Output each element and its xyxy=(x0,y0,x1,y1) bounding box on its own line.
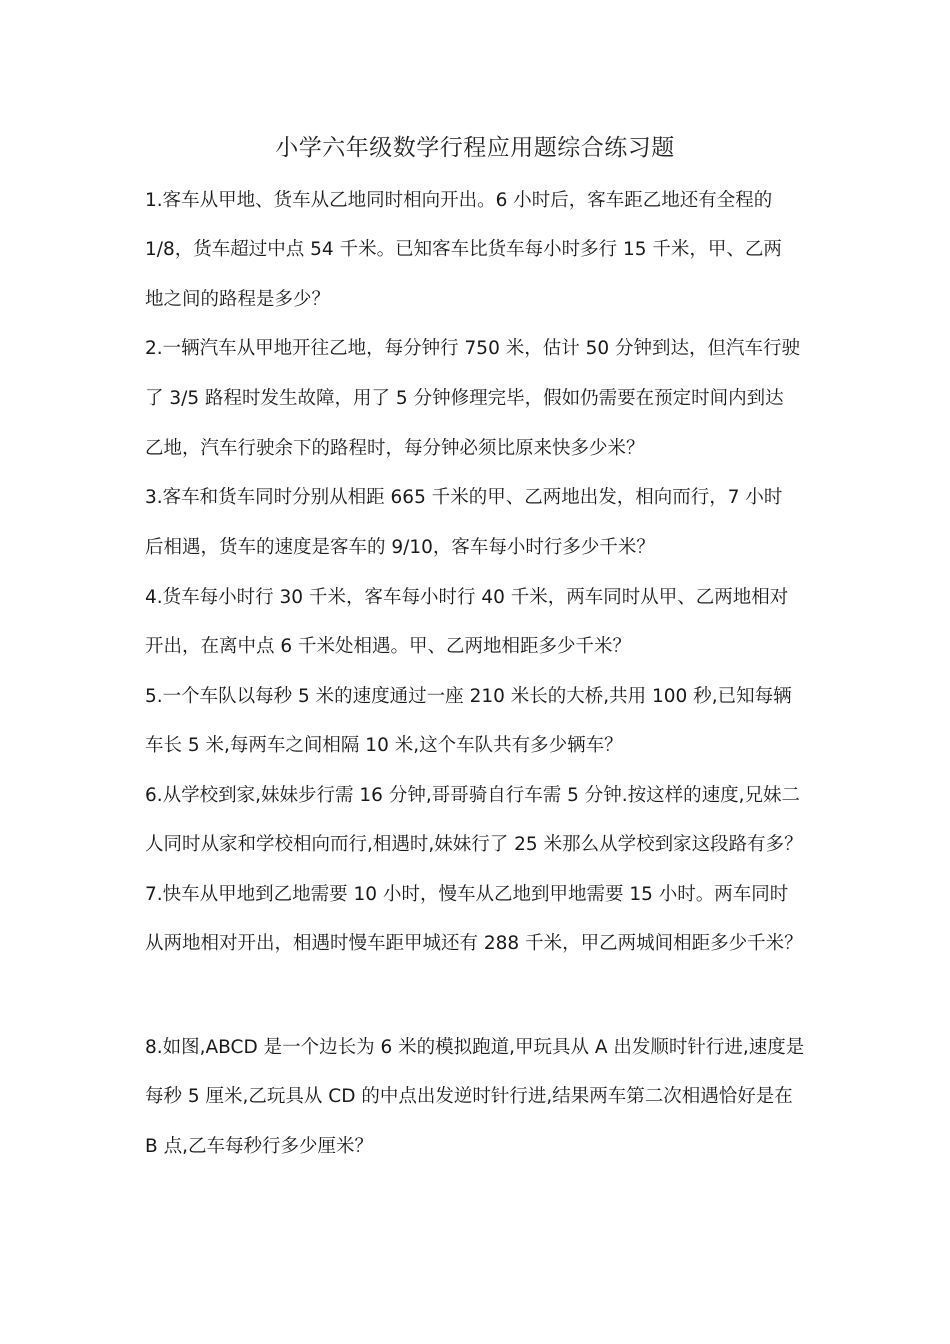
problem-5-line-2: 车长 5 米,每两车之间相隔 10 米,这个车队共有多少辆车？ xyxy=(145,735,623,756)
problem-6-line-2: 人同时从家和学校相向而行,相遇时,妹妹行了 25 米那么从学校到家这段路有多？ xyxy=(145,834,803,855)
problem-2-line-3: 乙地，汽车行驶余下的路程时，每分钟必须比原来快多少米？ xyxy=(145,438,645,459)
problem-3-line-1: 3.客车和货车同时分别从相距 665 千米的甲、乙两地出发，相向而行，7 小时 xyxy=(145,487,783,508)
problem-1-line-1: 1.客车从甲地、货车从乙地同时相向开出。6 小时后，客车距乙地还有全程的 xyxy=(145,190,773,211)
problem-2-line-1: 2.一辆汽车从甲地开往乙地，每分钟行 750 米，估计 50 分钟到达，但汽车行驶 xyxy=(145,338,801,359)
problem-5-line-1: 5.一个车队以每秒 5 米的速度通过一座 210 米长的大桥,共用 100 秒,已知每辆 xyxy=(145,686,792,707)
problem-8-line-2: 每秒 5 厘米,乙玩具从 CD 的中点出发逆时针行进,结果两车第二次相遇恰好是在 xyxy=(145,1086,793,1107)
problem-1-line-2: 1/8，货车超过中点 54 千米。已知客车比货车每小时多行 15 千米，甲、乙两 xyxy=(145,239,782,260)
problem-7-line-1: 7.快车从甲地到乙地需要 10 小时，慢车从乙地到甲地需要 15 小时。两车同时 xyxy=(145,884,789,905)
problem-3-line-2: 后相遇，货车的速度是客车的 9/10，客车每小时行多少千米？ xyxy=(145,537,655,558)
problem-4-line-1: 4.货车每小时行 30 千米，客车每小时行 40 千米，两车同时从甲、乙两地相对 xyxy=(145,587,789,608)
problem-8-line-3: B 点,乙车每秒行多少厘米？ xyxy=(145,1136,373,1157)
problem-2-line-2: 了 3/5 路程时发生故障，用了 5 分钟修理完毕，假如仍需要在预定时间内到达 xyxy=(145,388,784,409)
problem-4-line-2: 开出，在离中点 6 千米处相遇。甲、乙两地相距多少千米？ xyxy=(145,636,632,657)
document-title: 小学六年级数学行程应用题综合练习题 xyxy=(275,135,675,161)
problem-1-line-3: 地之间的路程是多少？ xyxy=(145,289,331,310)
problem-6-line-1: 6.从学校到家,妹妹步行需 16 分钟,哥哥骑自行车需 5 分钟.按这样的速度,兄妹二 xyxy=(145,785,801,806)
problem-7-line-2: 从两地相对开出，相遇时慢车距甲城还有 288 千米，甲乙两城间相距多少千米？ xyxy=(145,933,803,954)
problem-8-line-1: 8.如图,ABCD 是一个边长为 6 米的模拟跑道,甲玩具从 A 出发顺时针行进,速度是 xyxy=(145,1037,805,1058)
